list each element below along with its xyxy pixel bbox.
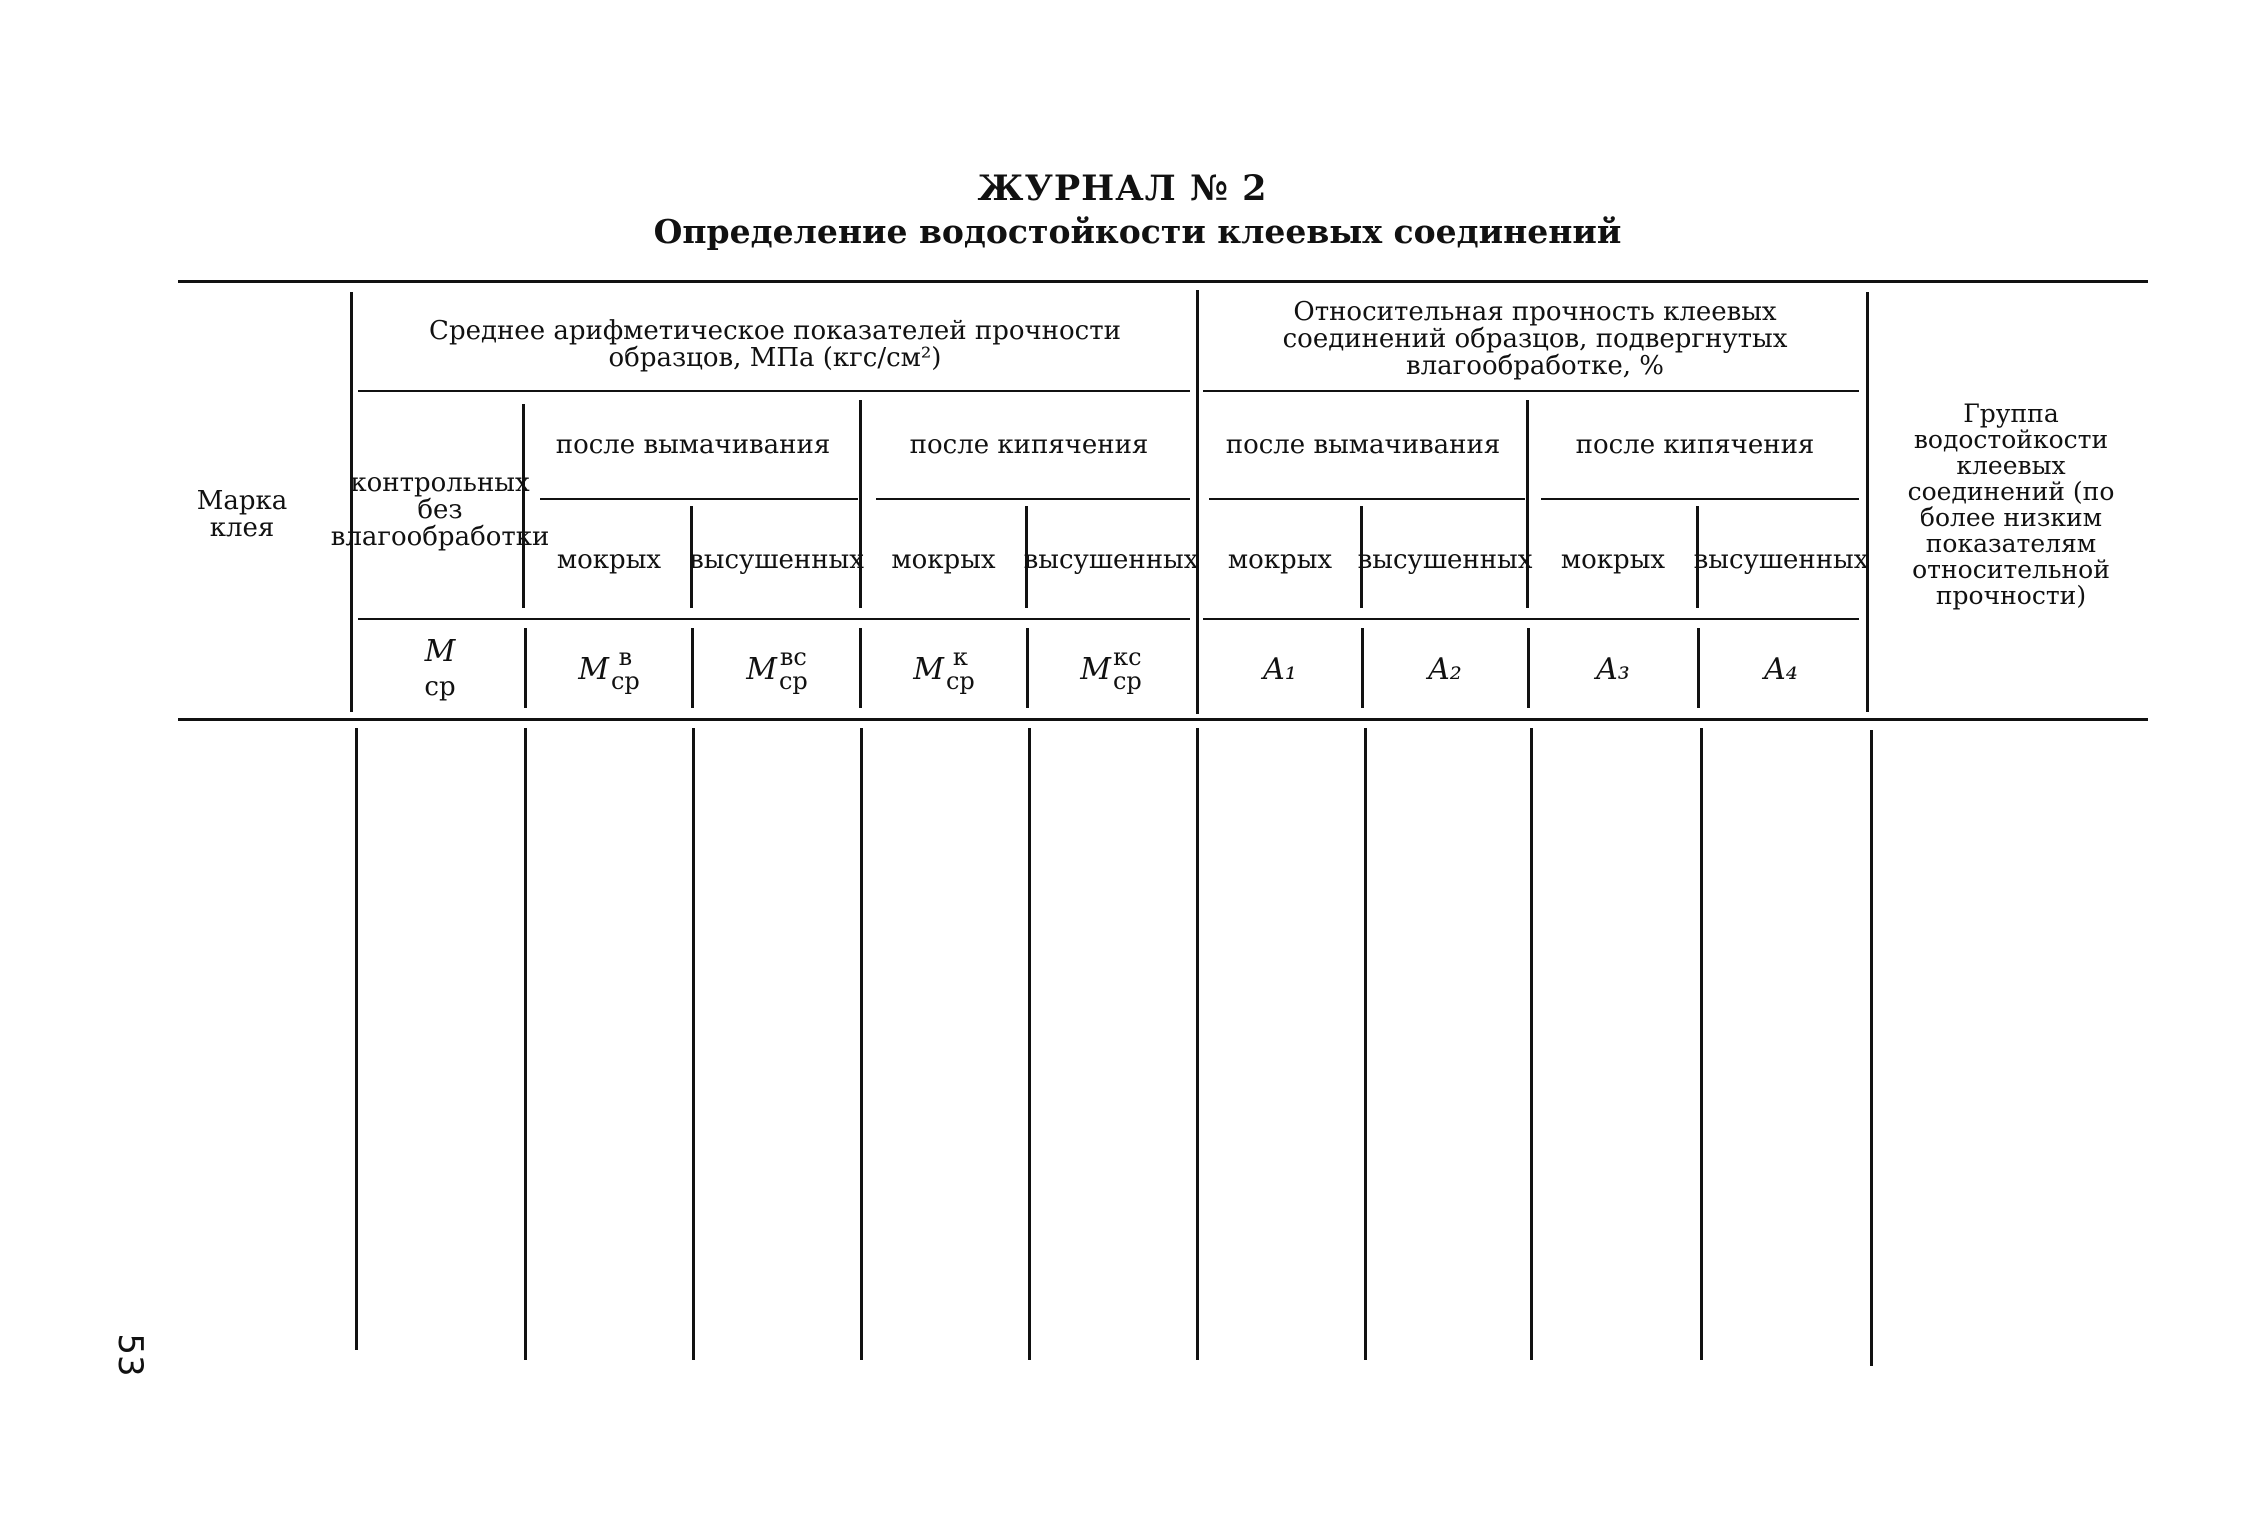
symbol-m-soak-dried: M вс ср xyxy=(746,643,808,695)
header-relative-strength: Относительная прочность клеевых соединений образцов, подвергнутых влагообработке, % xyxy=(1282,297,1788,381)
table-header-bottom-rule xyxy=(178,718,2148,721)
page-number: 53 xyxy=(110,1333,150,1377)
header-after-soaking: после вымачивания xyxy=(555,429,831,460)
body-col-line xyxy=(692,728,695,1360)
symbols-rel-rule xyxy=(1203,618,1859,620)
header-dried: высушенных xyxy=(1693,544,1869,575)
header-after-soaking: после вымачивания xyxy=(1225,429,1501,460)
symbol-m-soak-wet: M в ср xyxy=(578,643,640,695)
soak-rel-rule xyxy=(1209,498,1525,500)
header-wet: мокрых xyxy=(891,544,996,575)
symbol-m-boil-wet: M к ср xyxy=(913,643,975,695)
symbol-a2: A₂ xyxy=(1428,651,1462,687)
header-after-boiling: после кипячения xyxy=(1575,429,1815,460)
body-col-line xyxy=(860,728,863,1360)
divider-right xyxy=(1866,292,1869,712)
header-dried: высушенных xyxy=(689,544,864,575)
body-col-line xyxy=(1700,728,1703,1360)
symbols-avg-rule xyxy=(358,618,1190,620)
header-dried: высушенных xyxy=(1357,544,1533,575)
boil-rel-rule xyxy=(1541,498,1859,500)
journal-title: ЖУРНАЛ № 2 xyxy=(977,168,1268,209)
body-col-line xyxy=(1196,728,1199,1360)
body-col-line xyxy=(1364,728,1367,1360)
group-rel-rule xyxy=(1203,390,1859,392)
header-wet: мокрых xyxy=(1560,544,1666,575)
header-water-resistance-group: Группа водостойкости клеевых соединений (по более низким показателям относительной прочности) xyxy=(1907,399,2115,610)
header-glue-brand: Марка клея xyxy=(196,486,288,543)
group-avg-rule xyxy=(358,390,1190,392)
symbol-a4: A₄ xyxy=(1764,651,1798,687)
symbol-a1: A₁ xyxy=(1263,651,1297,687)
body-col-line xyxy=(524,728,527,1360)
table-top-rule xyxy=(178,280,2148,283)
journal-subtitle: Определение водостойкости клеевых соединений xyxy=(653,212,1622,251)
symbol-m-avg: M $_{ср}$ xyxy=(424,633,456,702)
header-wet: мокрых xyxy=(556,544,662,575)
divider-middle xyxy=(1196,290,1199,714)
header-control: контрольных без влагообработки xyxy=(330,467,550,552)
sym-divider-2 xyxy=(691,628,694,708)
header-average-strength: Среднее арифметическое показателей прочности образцов, МПа (кгс/см²) xyxy=(429,316,1121,373)
body-col-line xyxy=(1870,730,1873,1366)
symbol-a3: A₃ xyxy=(1596,651,1630,687)
body-col-line xyxy=(1530,728,1533,1360)
header-dried: высушенных xyxy=(1023,544,1199,575)
boil-avg-rule xyxy=(876,498,1190,500)
body-col-line xyxy=(355,728,358,1350)
body-col-line xyxy=(1028,728,1031,1360)
header-wet: мокрых xyxy=(1227,544,1333,575)
col-divider-3 xyxy=(1526,400,1529,608)
header-after-boiling: после кипячения xyxy=(909,429,1149,460)
soak-avg-rule xyxy=(540,498,858,500)
symbol-m-boil-dried: M кс ср xyxy=(1080,643,1142,695)
